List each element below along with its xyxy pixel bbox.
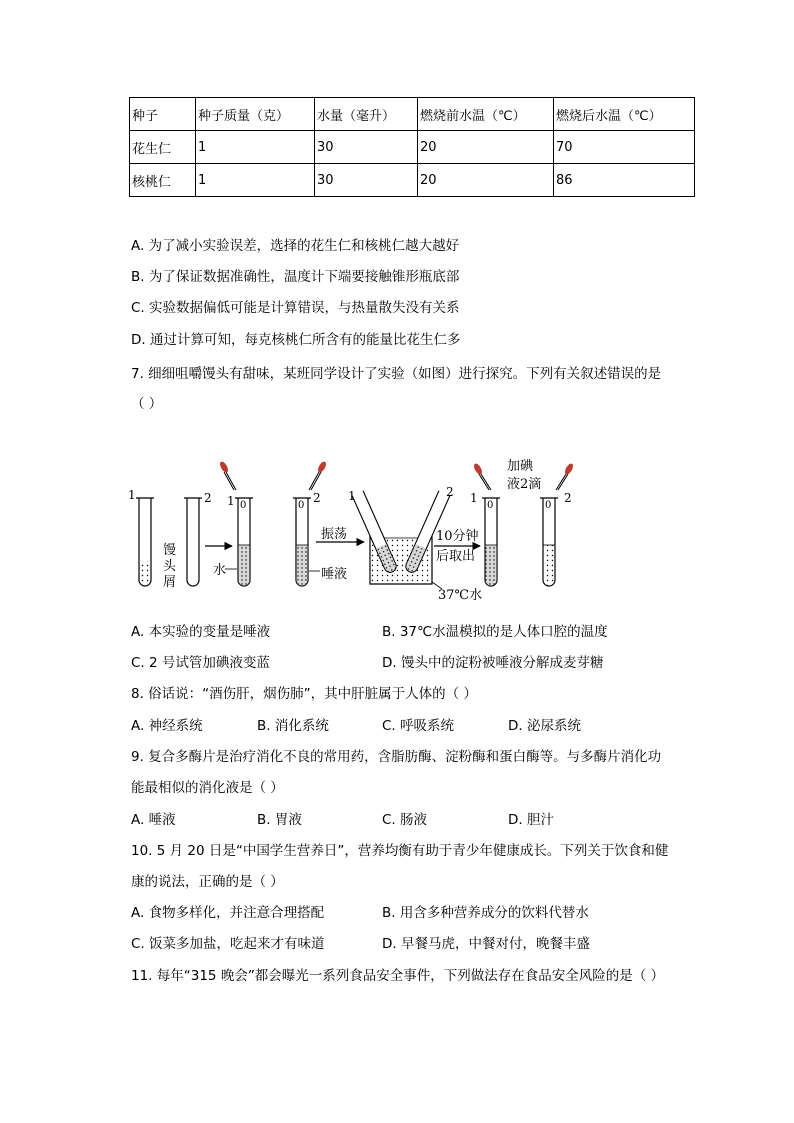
saliva-starch-experiment-figure — [120, 458, 600, 608]
q7-stem: 7. 细细咀嚼馒头有甜味，某班同学设计了实验（如图）进行探究。下列有关叙述错误的是 — [131, 366, 662, 382]
table-cell: 20 — [418, 131, 554, 164]
label-shake: 振荡 — [321, 527, 348, 542]
dropper-icon — [472, 462, 491, 490]
q9-option-a: A. 唾液 — [131, 812, 176, 828]
table-header-row — [130, 98, 695, 131]
test-tube-2-empty — [184, 498, 202, 586]
label-0-c: 0 — [487, 500, 494, 511]
q6-option-a: A. 为了减小实验误差，选择的花生仁和核桃仁越大越好 — [131, 238, 460, 254]
q9-option-d: D. 胆汁 — [508, 812, 554, 828]
q9-stem: 9. 复合多酶片是治疗消化不良的常用药，含脂肪酶、淀粉酶和蛋白酶等。与多酶片消化功 — [131, 749, 662, 765]
label-2-b: 2 — [313, 491, 321, 505]
q6-option-b: B. 为了保证数据准确性，温度计下端要接触锥形瓶底部 — [131, 269, 460, 285]
q8-option-d: D. 泌尿系统 — [508, 718, 581, 734]
leader-line — [432, 582, 442, 589]
table-cell: 1 — [196, 164, 315, 197]
test-tube-1-crumbs — [136, 498, 154, 586]
label-1-c: 1 — [348, 489, 356, 503]
q6-option-d: D. 通过计算可知，每克核桃仁所含有的能量比花生仁多 — [131, 332, 461, 348]
table-header-cell: 种子 — [130, 98, 196, 131]
dropper-icon — [218, 460, 236, 490]
table-header-cell: 种子质量（克） — [196, 98, 315, 131]
label-wait-2: 后取出 — [436, 549, 476, 564]
test-tube-1-water — [235, 498, 253, 586]
q8-option-c: C. 呼吸系统 — [382, 718, 455, 734]
q10-option-c: C. 饭菜多加盐，吃起来才有味道 — [131, 936, 325, 952]
q10-option-d: D. 早餐马虎，中餐对付，晚餐丰盛 — [382, 936, 590, 952]
table-row — [130, 131, 695, 164]
test-tube-2-saliva — [293, 498, 311, 586]
label-0-a: 0 — [240, 500, 247, 511]
q7-stem-blank: （ ） — [131, 396, 163, 412]
q10-option-b: B. 用含多种营养成分的饮料代替水 — [382, 905, 589, 921]
label-1-d: 1 — [470, 491, 478, 505]
table-cell: 1 — [196, 131, 315, 164]
q11-stem: 11. 每年“315 晚会”都会曝光一系列食品安全事件，下列做法存在食品安全风险的是（ ） — [131, 968, 665, 984]
label-1: 1 — [128, 488, 136, 502]
q8-option-a: A. 神经系统 — [131, 718, 203, 734]
label-saliva: 唾液 — [321, 567, 348, 582]
table-cell: 30 — [315, 164, 418, 197]
dropper-icon — [309, 460, 328, 490]
label-0-d: 0 — [545, 500, 552, 511]
label-mantou-1: 馒 — [163, 543, 177, 558]
q7-option-b: B. 37℃水温模拟的是人体口腔的温度 — [382, 624, 608, 640]
label-1-b: 1 — [227, 494, 235, 508]
label-iodine-2: 液2滴 — [507, 477, 542, 492]
q9-option-c: C. 肠液 — [382, 812, 428, 828]
table-cell: 70 — [554, 131, 695, 164]
label-mantou-3: 屑 — [163, 575, 177, 590]
label-0-b: 0 — [298, 500, 305, 511]
table-header-cell: 水量（毫升） — [315, 98, 418, 131]
q7-option-d: D. 馒头中的淀粉被唾液分解成麦芽糖 — [382, 655, 604, 671]
table-cell: 核桃仁 — [130, 164, 196, 197]
q7-option-a: A. 本实验的变量是唾液 — [131, 624, 271, 640]
q6-option-c: C. 实验数据偏低可能是计算错误，与热量散失没有关系 — [131, 300, 460, 316]
label-mantou-2: 头 — [163, 559, 177, 574]
table-header-cell: 燃烧后水温（℃） — [554, 98, 695, 131]
label-2-d: 2 — [564, 491, 572, 505]
dropper-icon — [556, 462, 575, 490]
table-cell: 86 — [554, 164, 695, 197]
label-water: 水 — [213, 563, 227, 578]
seed-combustion-table — [129, 97, 695, 197]
q8-stem: 8. 俗话说：“酒伤肝，烟伤肺”，其中肝脏属于人体的（ ） — [131, 686, 477, 702]
table-cell: 30 — [315, 131, 418, 164]
q9-option-b: B. 胃液 — [257, 812, 302, 828]
label-wait-1: 10分钟 — [436, 529, 479, 544]
q9-stem-cont: 能最相似的消化液是（ ） — [131, 780, 284, 796]
label-2-c: 2 — [446, 485, 454, 499]
label-2: 2 — [204, 491, 212, 505]
test-tube-2-iodine — [540, 498, 558, 586]
table-cell: 花生仁 — [130, 131, 196, 164]
table-header-cell: 燃烧前水温（℃） — [418, 98, 554, 131]
table-row — [130, 164, 695, 197]
q10-stem-cont: 康的说法，正确的是（ ） — [131, 874, 284, 890]
table-cell: 20 — [418, 164, 554, 197]
q7-option-c: C. 2 号试管加碘液变蓝 — [131, 655, 270, 671]
label-iodine-1: 加碘 — [507, 459, 534, 474]
test-tube-1-iodine — [482, 498, 500, 586]
q10-stem: 10. 5 月 20 日是“中国学生营养日”，营养均衡有助于青少年健康成长。下列关于饮食和健 — [131, 843, 669, 859]
q8-option-b: B. 消化系统 — [257, 718, 329, 734]
q10-option-a: A. 食物多样化，并注意合理搭配 — [131, 905, 325, 921]
label-bath: 37℃水 — [438, 588, 483, 603]
